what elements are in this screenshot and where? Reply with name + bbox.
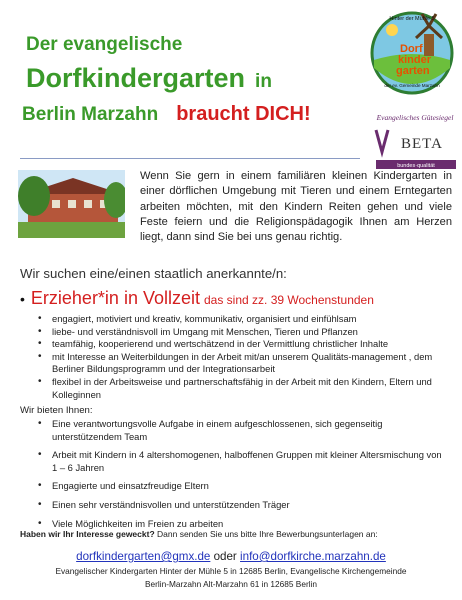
- headline-line-2: [26, 63, 272, 94]
- apply-line: [20, 529, 378, 539]
- contact-or: oder: [213, 550, 237, 563]
- apply-instruction: Dann senden Sie uns bitte Ihre Bewerbungsunterlagen an:: [157, 529, 378, 539]
- list-item: • engagiert, motiviert und kreativ, kommunikativ, organisiert und einfühlsam: [38, 313, 448, 326]
- logo-word-3: garten: [396, 65, 430, 77]
- requirements-list: [38, 313, 448, 401]
- logo-word-1: Dorf: [400, 43, 423, 55]
- list-item: • Viele Möglichkeiten im Freien zu arbeiten: [38, 518, 448, 531]
- address-line-2: Berlin-Marzahn Alt-Marzahn 61 in 12685 Berlin: [144, 579, 318, 589]
- offer-heading: Wir bieten Ihnen:: [20, 405, 93, 416]
- job-title-line: [20, 288, 374, 309]
- divider: [20, 158, 360, 159]
- list-item: • Einen sehr verständnisvollen und unterstützenden Träger: [38, 499, 448, 512]
- headline-city: Berlin Marzahn: [22, 104, 159, 125]
- kindergarten-logo: [370, 8, 454, 98]
- bullet-icon: •: [20, 291, 25, 307]
- list-item: • teamfähig, kooperierend und wertschätzend in der Vermittlung christlicher Inhalte: [38, 338, 448, 351]
- beta-sub: bundes·qualität: [397, 163, 435, 169]
- headline-call: braucht DICH!: [176, 103, 311, 125]
- building-photo: [18, 170, 125, 238]
- job-title: Erzieher*in in Vollzeit: [30, 288, 200, 308]
- headline-line-3: [22, 103, 311, 126]
- email-link-church[interactable]: info@dorfkirche.marzahn.de: [240, 550, 386, 563]
- headline-in: in: [255, 71, 272, 92]
- intro-paragraph: Wenn Sie gern in einem familiären kleinen Kindergarten in einer dörflichen Umgebung mit Tieren und einem Erntegarten arbeiten möchten, mit den Kindern Reiten gehen und viele Feste feiern und die Religionspädagogik Ihnen am Herzen liegt, dann sind Sie bei uns genau richtig.: [140, 170, 452, 244]
- contact-line: [0, 550, 462, 563]
- list-item: • flexibel in der Arbeitsweise und partnerschaftsfähig in der Arbeit mit den Kindern, Eltern und Kolleginnen: [38, 376, 448, 401]
- headline-line-1: Der evangelische: [26, 34, 183, 55]
- beta-name: BETA: [401, 136, 443, 152]
- list-item: • Engagierte und einsatzfreudige Eltern: [38, 480, 448, 493]
- logo-word-2: kinder: [398, 54, 432, 66]
- list-item: • Arbeit mit Kindern in 4 altershomogenen, halboffenen Gruppen mit kleiner Altersmischung von 1 – 6 Jahren: [38, 449, 448, 474]
- list-item: • Eine verantwortungsvolle Aufgabe in einem aufgeschlossenen, sich gegenseitig unterstützendem Team: [38, 418, 448, 443]
- search-text: Wir suchen eine/einen staatlich anerkannte/n:: [20, 266, 287, 281]
- logo-top-text: Hinter der Mühle 5: [389, 16, 435, 22]
- email-link-kindergarten[interactable]: dorfkindergarten@gmx.de: [76, 550, 211, 563]
- beta-script: Evangelisches Gütesiegel: [376, 113, 454, 122]
- logo-bottom-text: der ev. Gemeinde Marzahn: [384, 83, 440, 88]
- offers-list: [38, 418, 448, 536]
- list-item: • liebe- und verständnisvoll im Umgang mit Menschen, Tieren und Pflanzen: [38, 326, 448, 339]
- headline-kindergarten: Dorfkindergarten: [26, 63, 246, 93]
- beta-seal-logo: [372, 110, 458, 172]
- address-line-1: Evangelischer Kindergarten Hinter der Mühle 5 in 12685 Berlin, Evangelische Kirchengemeinde: [55, 566, 407, 576]
- list-item: • mit Interesse an Weiterbildungen in der Arbeit mit/an unserem Qualitäts-management , dem Berliner Bildungsprogramm und der Integrationsarbeit: [38, 351, 448, 376]
- apply-question: Haben wir Ihr Interesse geweckt?: [20, 529, 155, 539]
- job-hours: das sind zz. 39 Wochenstunden: [204, 293, 374, 307]
